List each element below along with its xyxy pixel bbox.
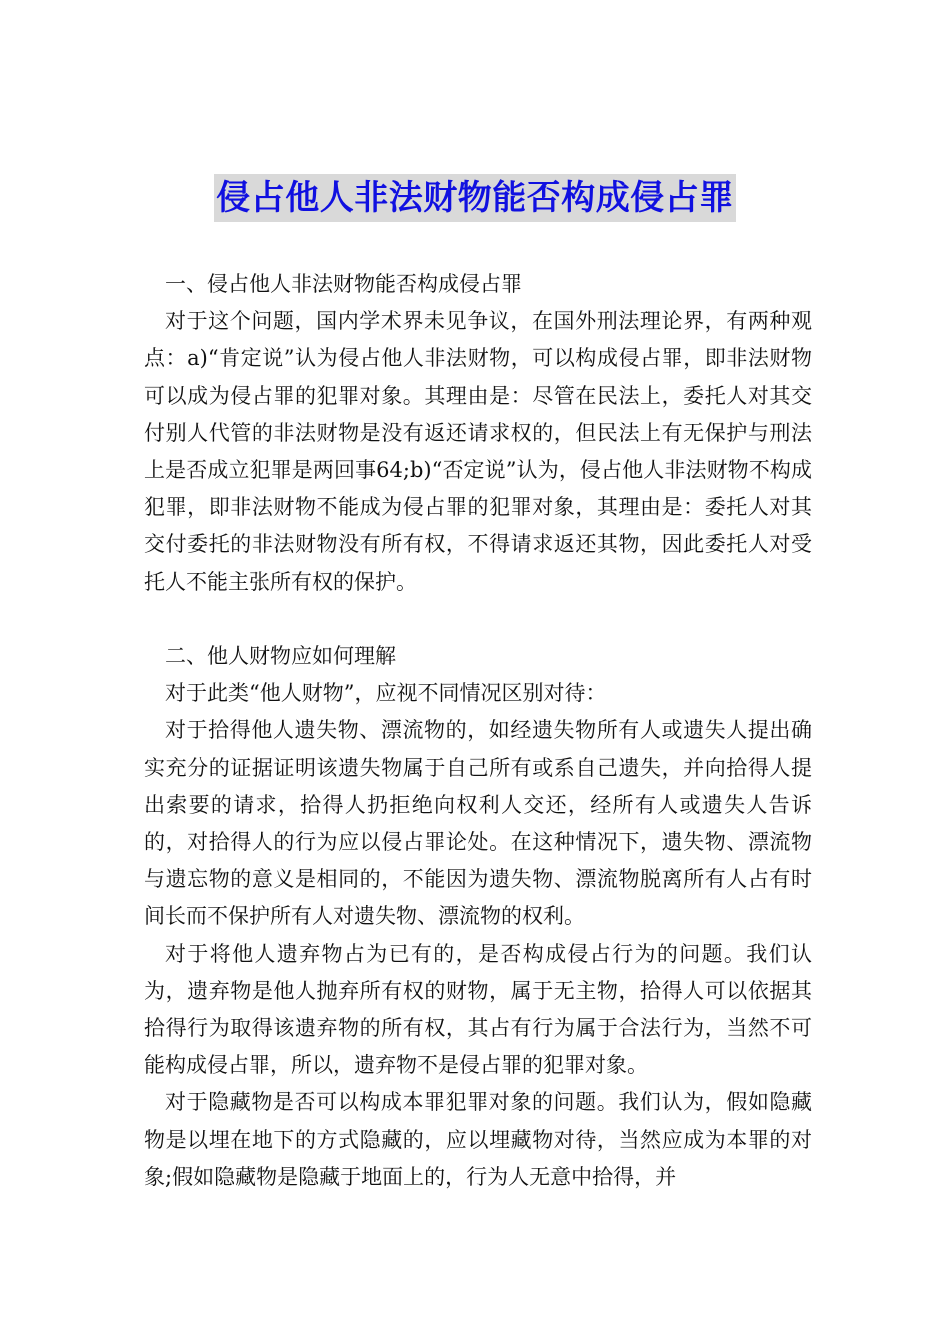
document-title: 侵占他人非法财物能否构成侵占罪 xyxy=(214,174,736,222)
paragraph: 对于将他人遗弃物占为已有的，是否构成侵占行为的问题。我们认为，遗弃物是他人抛弃所有权的财物，属于无主物，拾得人可以依据其拾得行为取得该遗弃物的所有权，其占有行为属于合法行为，当然不可能构成侵占罪，所以，遗弃物不是侵占罪的犯罪对象。 xyxy=(144,941,812,1078)
paragraph: 对于隐藏物是否可以构成本罪犯罪对象的问题。我们认为，假如隐藏物是以埋在地下的方式隐藏的，应以埋藏物对待，当然应成为本罪的对象;假如隐藏物是隐藏于地面上的，行为人无意中拾得，并 xyxy=(144,1090,812,1189)
title-container xyxy=(0,174,950,222)
section-heading: 二、他人财物应如何理解 xyxy=(165,644,396,669)
paragraph: 对于拾得他人遗失物、漂流物的，如经遗失物所有人或遗失人提出确实充分的证据证明该遗失物属于自己所有或系自己遗失，并向拾得人提出索要的请求，拾得人扔拒绝向权利人交还，经所有人或遗失人告诉的，对拾得人的行为应以侵占罪论处。在这种情况下，遗失物、漂流物与遗忘物的意义是相同的，不能因为遗失物、漂流物脱离所有人占有时间长而不保护所有人对遗失物、漂流物的权利。 xyxy=(144,718,812,929)
paragraph: 对于此类“他人财物”，应视不同情况区别对待： xyxy=(165,681,607,706)
section-heading: 一、侵占他人非法财物能否构成侵占罪 xyxy=(165,272,522,296)
document-body xyxy=(144,266,812,1196)
paragraph-spacer xyxy=(144,601,812,638)
paragraph: 对于这个问题，国内学术界未见争议，在国外刑法理论界，有两种观点：a)“肯定说”认为侵占他人非法财物，可以构成侵占罪，即非法财物可以成为侵占罪的犯罪对象。其理由是：尽管在民法上，委托人对其交付别人代管的非法财物是没有返还请求权的，但民法上有无保护与刑法上是否成立犯罪是两回事64;b)“否定说”认为，侵占他人非法财物不构成犯罪，即非法财物不能成为侵占罪的犯罪对象，其理由是：委托人对其交付委托的非法财物没有所有权，不得请求返还其物，因此委托人对受托人不能主张所有权的保护。 xyxy=(144,309,812,594)
